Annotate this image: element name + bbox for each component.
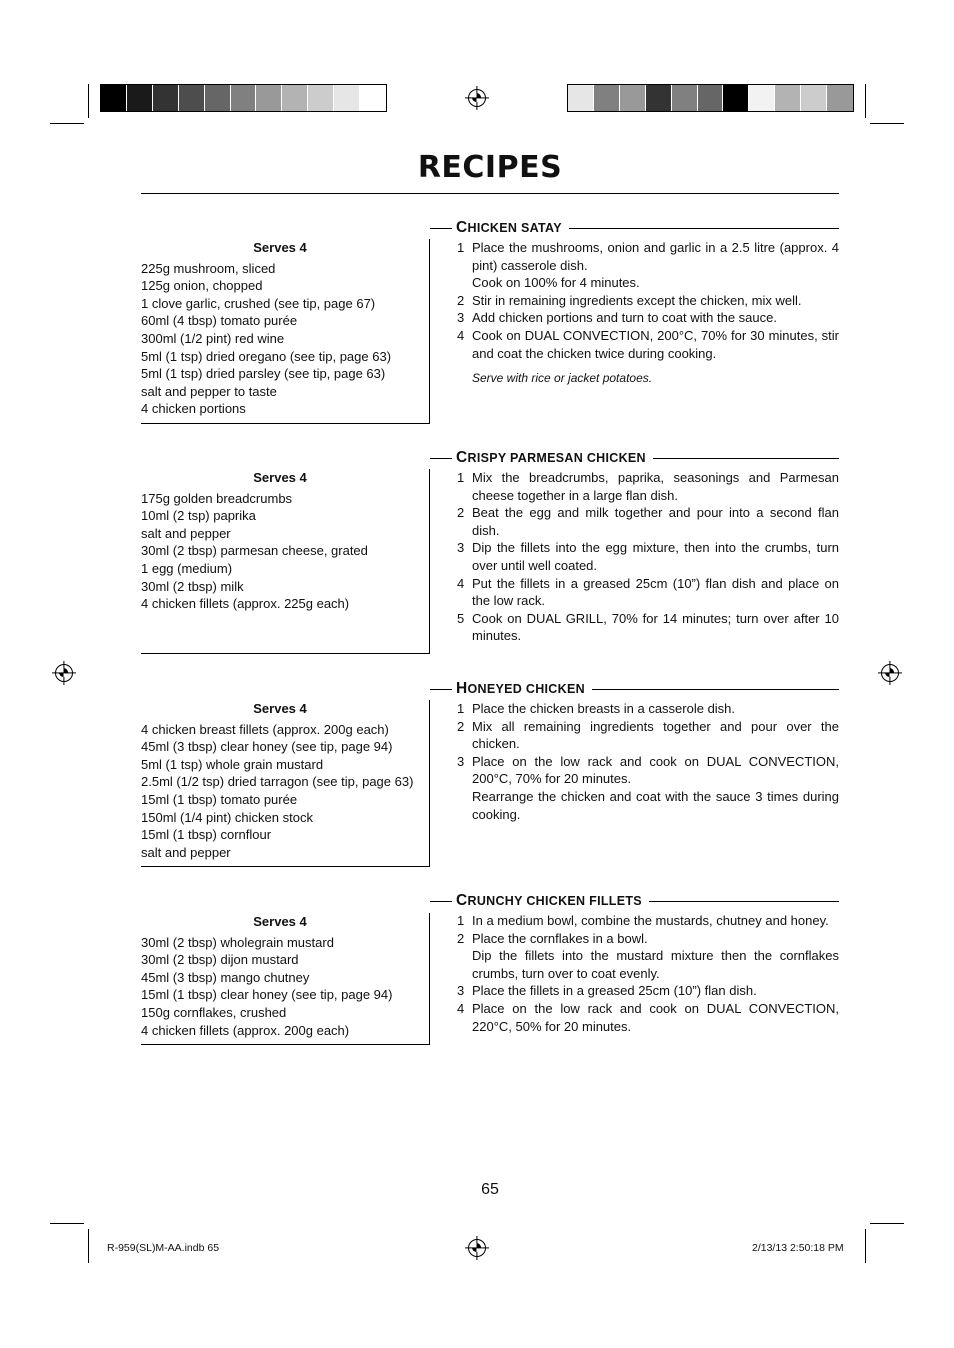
method-steps (457, 912, 839, 1035)
registration-mark-icon (468, 89, 486, 107)
color-swatch (282, 85, 308, 111)
step-number: 4 (457, 1000, 465, 1016)
method-section (430, 680, 839, 823)
step-text: Cook on DUAL CONVECTION, 200°C, 70% for 30 minutes, stir and coat the chicken twice during cooking. (472, 327, 839, 361)
ingredient-list (141, 490, 429, 613)
step-number: 4 (457, 327, 465, 343)
trim-mark (865, 84, 866, 118)
ingredients-box (141, 239, 430, 424)
ingredient-item: 125g onion, chopped (141, 278, 263, 294)
color-swatch (308, 85, 334, 111)
method-steps (457, 469, 839, 645)
step-extra-text: Cook on 100% for 4 minutes. (472, 275, 640, 291)
ingredient-item: 5ml (1 tsp) dried parsley (see tip, page 63) (141, 366, 386, 382)
color-swatch (620, 85, 646, 111)
ingredient-item: 4 chicken fillets (approx. 200g each) (141, 1022, 350, 1038)
color-swatch (723, 85, 749, 111)
color-swatch (827, 85, 853, 111)
step-number: 3 (457, 753, 465, 769)
page-number: 65 (481, 1181, 499, 1198)
step-text: Place the cornflakes in a bowl. (472, 930, 648, 946)
step-number: 3 (457, 310, 465, 326)
registration-mark-icon (55, 664, 73, 682)
step-number: 1 (457, 470, 465, 485)
method-step (457, 718, 839, 753)
ingredients-box (141, 469, 430, 654)
recipe-heading (430, 680, 839, 700)
method-step (457, 469, 839, 504)
color-swatch (594, 85, 620, 111)
step-text: Beat the egg and milk together and pour into a second flan dish. (472, 505, 839, 538)
method-step (457, 504, 839, 539)
step-text: Place on the low rack and cook on DUAL CONVECTION, 220°C, 50% for 20 minutes. (472, 1000, 839, 1034)
recipe-heading (430, 219, 839, 239)
ingredient-item: 15ml (1 tbsp) tomato purée (141, 791, 298, 807)
method-step (457, 700, 839, 718)
color-swatch (127, 85, 153, 111)
trim-mark (870, 1223, 904, 1224)
step-number: 4 (457, 575, 465, 591)
step-text: Add chicken portions and turn to coat with the sauce. (472, 310, 777, 326)
step-number: 2 (457, 930, 465, 946)
ingredient-item: 4 chicken breast fillets (approx. 200g each) (141, 721, 389, 737)
serves-label: Serves 4 (253, 701, 307, 716)
ingredient-item: 4 chicken fillets (approx. 225g each) (141, 596, 350, 612)
method-section (430, 449, 839, 645)
trim-mark (865, 1229, 866, 1263)
step-text: Cook on DUAL GRILL, 70% for 14 minutes; turn over after 10 minutes. (472, 610, 839, 644)
serves-label: Serves 4 (253, 470, 307, 485)
recipe-title: CHICKEN SATAY (452, 219, 569, 237)
ingredient-item: 5ml (1 tsp) whole grain mustard (141, 756, 324, 772)
timestamp-slug: 2/13/13 2:50:18 PM (752, 1242, 844, 1254)
ingredient-item: salt and pepper (141, 525, 231, 541)
method-steps (457, 700, 839, 823)
recipe-heading (430, 892, 839, 912)
ingredient-item: 150ml (1/4 pint) chicken stock (141, 809, 313, 825)
step-text: In a medium bowl, combine the mustards, chutney and honey. (472, 913, 829, 928)
trim-mark (870, 123, 904, 124)
color-swatch (179, 85, 205, 111)
trim-mark (50, 123, 84, 124)
method-step (457, 912, 839, 930)
trim-mark (88, 84, 89, 118)
ingredient-item: 15ml (1 tbsp) cornflour (141, 827, 272, 843)
trim-mark (88, 1229, 89, 1263)
registration-mark-icon (881, 664, 899, 682)
ingredient-item: 4 chicken portions (141, 401, 246, 417)
ingredient-item: 30ml (2 tbsp) milk (141, 578, 244, 594)
method-step (457, 239, 839, 292)
color-swatch (231, 85, 257, 111)
step-number: 3 (457, 983, 465, 999)
method-section (430, 219, 839, 388)
step-text: Place the chicken breasts in a casserole dish. (472, 701, 736, 716)
method-section (430, 892, 839, 1035)
step-number: 1 (457, 913, 465, 928)
serves-label: Serves 4 (253, 914, 307, 929)
method-step (457, 610, 839, 645)
step-text: Mix all remaining ingredients together and pour over the chicken. (472, 718, 839, 752)
color-swatch (801, 85, 827, 111)
ingredient-item: 150g cornflakes, crushed (141, 1004, 287, 1020)
ingredient-item: 45ml (3 tbsp) mango chutney (141, 969, 310, 985)
step-text: Stir in remaining ingredients except the chicken, mix well. (472, 292, 802, 308)
step-text: Dip the fillets into the egg mixture, then into the crumbs, turn over until well coated. (472, 540, 839, 573)
step-extra-text: Dip the fillets into the mustard mixture then the cornflakes crumbs, turn over to coat evenly. (472, 948, 839, 981)
step-number: 2 (457, 505, 465, 521)
ingredient-item: 300ml (1/2 pint) red wine (141, 330, 285, 346)
ingredient-item: 30ml (2 tbsp) parmesan cheese, grated (141, 543, 368, 559)
method-step (457, 1000, 839, 1035)
ingredient-list (141, 934, 429, 1040)
title-divider (141, 193, 839, 194)
ingredient-list (141, 260, 429, 418)
ingredient-item: 1 clove garlic, crushed (see tip, page 67) (141, 295, 376, 311)
recipe-title: HONEYED CHICKEN (452, 680, 592, 698)
recipe-title: CRUNCHY CHICKEN FILLETS (452, 892, 649, 910)
ingredient-item: 30ml (2 tbsp) dijon mustard (141, 952, 299, 968)
color-swatch (334, 85, 360, 111)
ingredient-item: salt and pepper to taste (141, 383, 277, 399)
method-step (457, 753, 839, 823)
step-number: 2 (457, 718, 465, 734)
color-bar-left (100, 84, 387, 112)
color-swatch (698, 85, 724, 111)
color-swatch (749, 85, 775, 111)
serving-note: Serve with rice or jacket potatoes. (472, 371, 653, 386)
method-steps (457, 239, 839, 362)
step-text: Place the fillets in a greased 25cm (10”) flan dish. (472, 983, 757, 999)
serves-label: Serves 4 (253, 240, 307, 255)
ingredient-list (141, 721, 429, 862)
ingredients-box (141, 913, 430, 1045)
ingredient-item: 60ml (4 tbsp) tomato purée (141, 313, 298, 329)
method-step (457, 327, 839, 362)
step-number: 2 (457, 292, 465, 308)
ingredients-box (141, 700, 430, 867)
step-extra-text: Rearrange the chicken and coat with the sauce 3 times during cooking. (472, 788, 839, 822)
registration-mark-icon (468, 1239, 486, 1257)
ingredient-item: 30ml (2 tbsp) wholegrain mustard (141, 934, 334, 950)
color-swatch (775, 85, 801, 111)
color-swatch (153, 85, 179, 111)
color-swatch (568, 85, 594, 111)
color-swatch (360, 85, 386, 111)
trim-mark (50, 1223, 84, 1224)
step-number: 1 (457, 240, 465, 255)
ingredient-item: 15ml (1 tbsp) clear honey (see tip, page 94) (141, 987, 393, 1003)
ingredient-item: 5ml (1 tsp) dried oregano (see tip, page 63) (141, 348, 392, 364)
ingredient-item: 45ml (3 tbsp) clear honey (see tip, page 94) (141, 739, 393, 755)
recipe-heading (430, 449, 839, 469)
color-swatch (101, 85, 127, 111)
ingredient-item: 1 egg (medium) (141, 560, 233, 576)
color-swatch (256, 85, 282, 111)
recipe-title: CRISPY PARMESAN CHICKEN (452, 449, 653, 467)
method-step (457, 309, 839, 327)
step-text: Mix the breadcrumbs, paprika, seasonings and Parmesan cheese together in a large flan dish. (472, 470, 839, 503)
ingredient-item: 2.5ml (1/2 tsp) dried tarragon (see tip, page 63) (141, 774, 414, 790)
color-swatch (672, 85, 698, 111)
step-text: Place on the low rack and cook on DUAL CONVECTION, 200°C, 70% for 20 minutes. (472, 753, 839, 787)
step-text: Place the mushrooms, onion and garlic in a 2.5 litre (approx. 4 pint) casserole dish. (472, 240, 839, 273)
method-step (457, 930, 839, 983)
ingredient-item: 175g golden breadcrumbs (141, 490, 293, 506)
ingredient-item: 10ml (2 tsp) paprika (141, 508, 256, 524)
file-slug: R-959(SL)M-AA.indb 65 (107, 1242, 220, 1254)
color-swatch (646, 85, 672, 111)
method-step (457, 575, 839, 610)
color-swatch (205, 85, 231, 111)
method-step (457, 292, 839, 310)
step-number: 3 (457, 540, 465, 556)
method-step (457, 982, 839, 1000)
step-number: 1 (457, 701, 465, 716)
ingredient-item: 225g mushroom, sliced (141, 260, 276, 276)
step-number: 5 (457, 610, 465, 626)
method-step (457, 539, 839, 574)
step-text: Put the fillets in a greased 25cm (10”) flan dish and place on the low rack. (472, 575, 839, 609)
color-bar-right (567, 84, 854, 112)
page-title: RECIPES (417, 150, 563, 185)
ingredient-item: salt and pepper (141, 844, 231, 860)
